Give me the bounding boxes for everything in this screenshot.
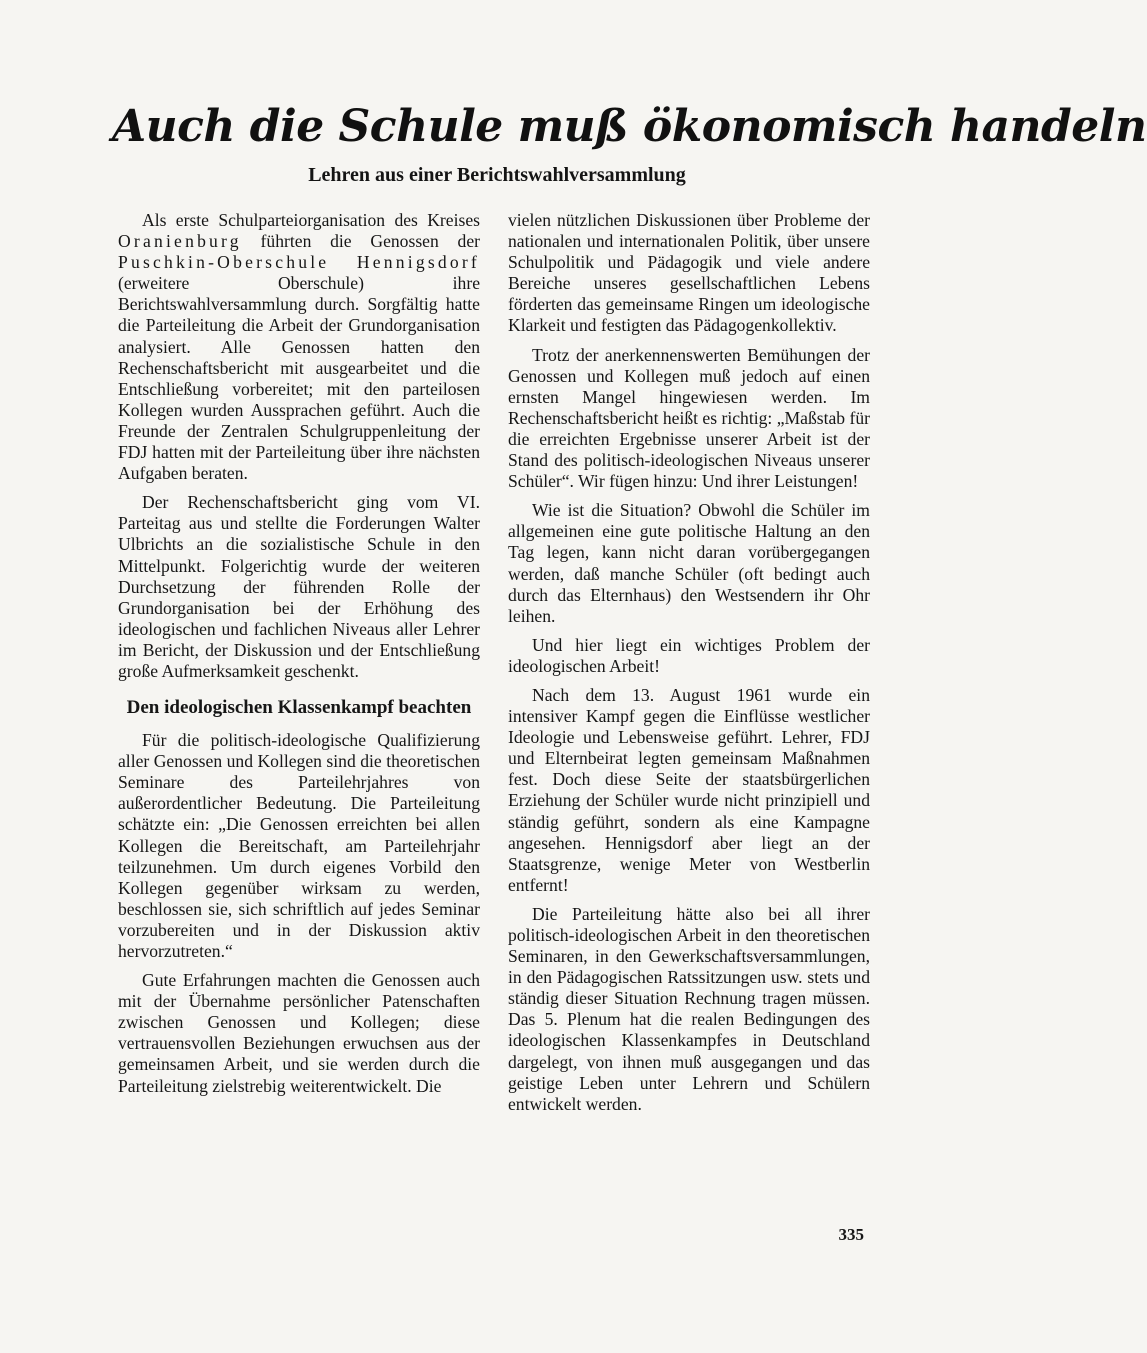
article-subtitle: Lehren aus einer Berichtswahlversammlung <box>308 164 686 186</box>
right-column <box>508 210 870 1123</box>
paragraph-text: (erweitere Oberschule) ihre Berichtswahlversammlung durch. Sorgfältig hatte die Parteileitung die Arbeit der Grundorganisation analysiert. Alle Genossen hatten den Rechenschaftsbericht mit ausgearbeitet und die Entschließung vorbereitet; mit den parteilosen Kollegen wurden Aussprachen geführt. Auch die Freunde der Zentralen Schulgruppenleitung der FDJ hatten mit der Parteileitung über ihre nächsten Aufgaben beraten. <box>118 273 480 484</box>
paragraph: Für die politisch-ideologische Qualifizierung aller Genossen und Kollegen sind die theoretischen Seminare des Parteilehrjahres von außerordentlicher Bedeutung. Die Parteileitung schätzte ein: „Die Genossen erreichten bei allen Kollegen die Bereitschaft, am Parteilehrjahr teilzunehmen. Um durch eigenes Vorbild den Kollegen gegenüber wirksam zu werden, beschlossen sie, sich schriftlich auf jedes Seminar vorzubereiten und in der Diskussion aktiv hervorzutreten.“ <box>118 730 480 961</box>
paragraph: Der Rechenschaftsbericht ging vom VI. Parteitag aus und stellte die Forderungen Walter Ulbrichts an die sozialistische Schule in den Mittelpunkt. Folgerichtig wurde der weiteren Durchsetzung der führenden Rolle der Grundorganisation bei der Erhöhung des ideologischen und fachlichen Niveaus aller Lehrer im Bericht, der Diskussion und der Entschließung große Aufmerksamkeit geschenkt. <box>118 492 480 681</box>
paragraph: Und hier liegt ein wichtiges Problem der ideologischen Arbeit! <box>508 634 870 676</box>
article-title: Auch die Schule muß ökonomisch handeln <box>112 101 1147 152</box>
place-name: Oranienburg <box>118 231 242 252</box>
school-name: Puschkin-Oberschule Hennigsdorf <box>118 252 480 273</box>
paragraph-text: Als erste Schulparteiorganisation des Kreises <box>142 210 480 230</box>
section-heading: Den ideologischen Klassenkampf beachten <box>126 697 472 719</box>
paragraph <box>118 210 480 484</box>
paragraph: Gute Erfahrungen machten die Genossen auch mit der Übernahme persönlicher Patenschaften zwischen Genossen und Kollegen; diese vertrauensvollen Beziehungen erwuchsen aus der gemeinsamen Arbeit, und sie werden durch die Parteileitung zielstrebig weiterentwickelt. Die <box>118 970 480 1096</box>
paragraph: Nach dem 13. August 1961 wurde ein intensiver Kampf gegen die Einflüsse westlicher Ideologie und Lebensweise geführt. Lehrer, FDJ und Elternbeirat legten gemeinsam Maßnahmen fest. Doch diese Seite der staatsbürgerlichen Erziehung der Schüler wurde nicht prinzipiell und ständig geführt, sondern als eine Kampagne angesehen. Hennigsdorf aber liegt an der Staatsgrenze, wenige Meter von Westberlin entfernt! <box>508 684 870 895</box>
paragraph-text: führten die Genossen der <box>241 231 480 252</box>
left-column <box>118 210 480 1105</box>
paragraph: Trotz der anerkennenswerten Bemühungen der Genossen und Kollegen muß jedoch auf einen ernsten Mangel hingewiesen werden. Im Rechenschaftsbericht heißt es richtig: „Maßstab für die erreichten Ergebnisse unserer Arbeit ist der Stand des politisch-ideologischen Niveaus unserer Schüler“. Wir fügen hinzu: Und ihrer Leistungen! <box>508 344 871 492</box>
paragraph: Wie ist die Situation? Obwohl die Schüler im allgemeinen eine gute politische Haltung an den Tag legen, kann nicht daran vorübergegangen werden, daß manche Schüler (oft bedingt auch durch das Elternhaus) den Westsendern ihr Ohr leihen. <box>508 500 870 626</box>
paragraph: vielen nützlichen Diskussionen über Probleme der nationalen und internationalen Politik, über unsere Schulpolitik und Pädagogik und viele andere Bereiche unseres gesellschaftlichen Lebens förderten das gemeinsame Ringen um ideologische Klarkeit und festigten das Pädagogenkollektiv. <box>508 210 870 336</box>
page-number: 335 <box>838 1225 864 1244</box>
paragraph: Die Parteileitung hätte also bei all ihrer politisch-ideologischen Arbeit in den theoretischen Seminaren, in den Gewerkschaftsversammlungen, in den Pädagogischen Ratssitzungen usw. stets und ständig dieser Situation Rechnung tragen müssen. Das 5. Plenum hat die realen Bedingungen des ideologischen Klassenkampfes in Deutschland dargelegt, von ihnen muß ausgegangen und das geistige Leben unter Lehrern und Schülern entwickelt werden. <box>508 903 870 1114</box>
